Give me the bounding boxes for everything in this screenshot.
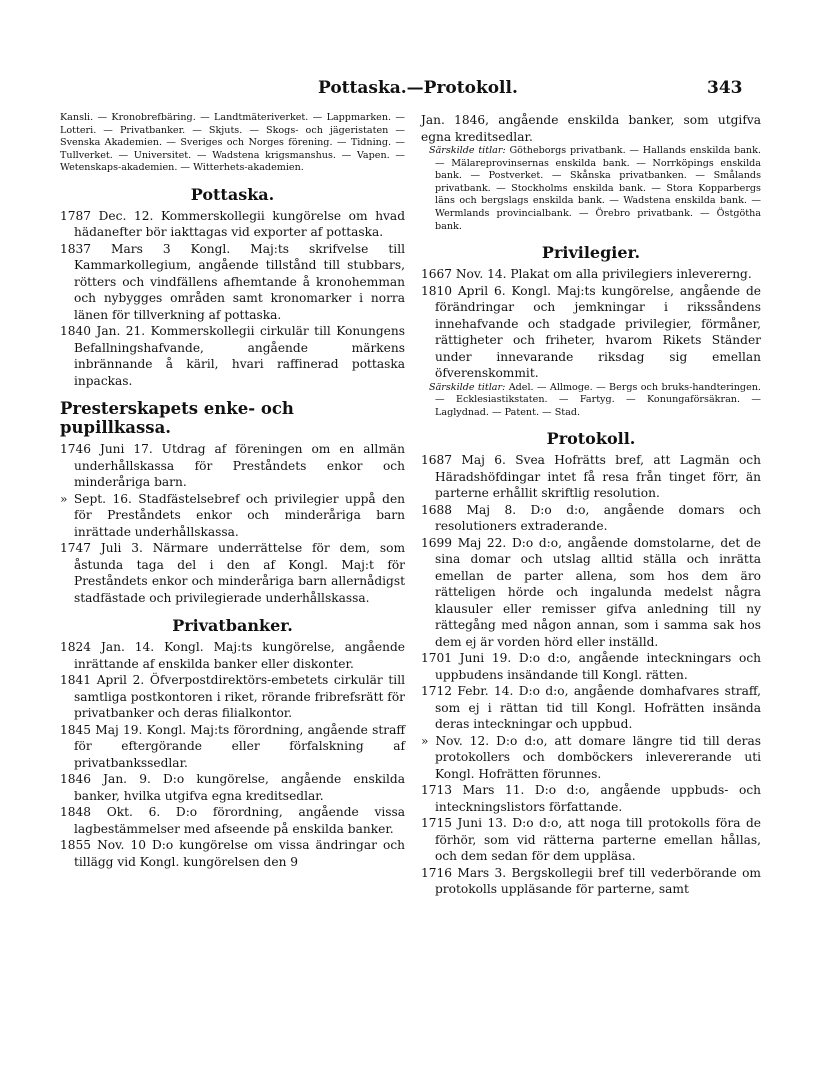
entry: 1699 Maj 22. D:o d:o, angående domstolarne, det de sina domar och utslag alltid ställa och inrätta emellan de parter allena, som hos dem äro rätteligen hörde och ingalunda medelst några klausuler eller remisser gifva anledning till ny rättegång med någon annan, som i samma sak hos dem ej är vorden hörd eller inställd. [421,535,761,649]
entry: 1848 Okt. 6. D:o förordning, angående vissa lagbestämmelser med afseende på enskilda banker. [60,805,405,836]
page-number: 343 [707,78,743,98]
left-column [60,112,405,870]
special-titles-label: Särskilde titlar: [429,145,506,156]
entry: 1715 Juni 13. D:o d:o, att noga till protokolls föra de förhör, som vid rätterna parterne emellan hållas, och dem sedan för dem uppläsa. [421,816,761,864]
section-heading-pottaska: Pottaska. [190,184,275,204]
entry: 1841 April 2. Öfverpostdirektörs-embetets cirkulär till samtliga postkontoren i riket, rörande fribrefsrätt för privatbanker och deras filialkontor. [60,673,405,721]
special-titles-label: Särskilde titlar: [429,381,506,393]
section-heading-privatbanker: Privatbanker. [172,616,293,636]
entry: 1712 Febr. 14. D:o d:o, angående domhafvares straff, som ej i rättan tid till Kongl. Hofrätten insända deras inteckningar och uppbud. [421,684,761,732]
entry: 1746 Juni 17. Utdrag af föreningen om en allmän underhållskassa för Preståndets enkor och minderåriga barn. [60,442,405,490]
special-titles [421,145,761,233]
running-title: Pottaska.—Protokoll. [318,78,518,98]
entry: 1701 Juni 19. D:o d:o, angående inteckningars och uppbudens insändande till Kongl. rätten. [421,651,761,682]
entry: 1713 Mars 11. D:o d:o, angående uppbuds- och inteckningslistors författande. [421,783,761,814]
entry: 1667 Nov. 14. Plakat om alla privilegiers inlevererng. [421,267,752,282]
special-titles-text: Adel. — Allmoge. — Bergs och bruks-handteringen. — Ecklesiastikstaten. — Fartyg. — Konungaförsäkran. — Laglydnad. — Patent. — Stad. [435,381,761,418]
special-titles [421,382,761,420]
page-header [0,78,840,104]
right-column [421,112,761,898]
entry: 1747 Juli 3. Närmare underrättelse för dem, som åstunda taga del i den af Kongl. Maj:t för Preståndets enkor och minderåriga barn allernådigst stadfästade och privilegierade underhållskassa. [60,541,405,605]
entry: 1846 Jan. 9. D:o kungörelse, angående enskilda banker, hvilka utgifva egna kreditsedlar. [60,772,405,803]
section-heading-presterskapets: Presterskapets enke- och pupillkassa. [60,399,294,438]
entry-continuation: Jan. 1846, angående enskilda banker, som utgifva egna kreditsedlar. [421,113,761,144]
entry: 1787 Dec. 12. Kommerskollegii kungörelse om hvad hädanefter bör iakttagas vid exporter af pottaska. [60,208,405,240]
continued-cross-references: Kansli. — Kronobrefbäring. — Landtmäteriverket. — Lappmarken. — Lotteri. — Privatbanker. — Skjuts. — Skogs- och jägeristaten — Svenska Akademien. — Sveriges och Norges förening. — Tidning. — Tullverket. — Universitet. — Wadstena krigsmanshus. — Vapen. — Wetenskaps-akademien. — Witterhets-akademien. [60,112,405,174]
entry: » Nov. 12. D:o d:o, att domare längre tid till deras protokollers och domböckers inlevererande uti Kongl. Hofrätten förunnes. [421,733,761,781]
entry: 1845 Maj 19. Kongl. Maj:ts förordning, angående straff för eftergörande eller förfalskning af privatbankssedlar. [60,722,405,770]
entry: 1688 Maj 8. D:o d:o, angående domars och resolutioners extraderande. [421,502,761,534]
entry: 1687 Maj 6. Svea Hofrätts bref, att Lagmän och Häradshöfdingar intet få resa från tinget förr, än parterne erhållit skriftlig resolution. [421,453,761,501]
entry: 1837 Mars 3 Kongl. Maj:ts skrifvelse till Kammarkollegium, angående tillstånd till stubbars, rötters och vindfällens afhemtande å kronohemman och nybygges områden samt kronomarker i norra länen för tillverkning af pottaska. [60,241,405,322]
entry: » Sept. 16. Stadfästelsebref och privilegier uppå den för Preståndets enkor och minderåriga barn inrättade underhållskassa. [60,491,405,539]
entry: 1840 Jan. 21. Kommerskollegii cirkulär till Konungens Befallningshafvande, angående märkens inbrännande å käril, hvari raffinerad pottaska inpackas. [60,324,405,388]
entry: 1810 April 6. Kongl. Maj:ts kungörelse, angående de förändringar och jemkningar i rikssåndens innehafvande och stadgade privilegier, förmåner, rättigheter och friheter, hvarom Rikets Ständer under innevarande riksdag sig emellan öfverenskommit. [421,283,761,381]
section-heading-protokoll: Protokoll. [546,429,636,449]
section-heading-privilegier: Privilegier. [541,243,641,263]
entry: 1824 Jan. 14. Kongl. Maj:ts kungörelse, angående inrättande af enskilda banker eller diskonter. [60,640,405,671]
entry: 1855 Nov. 10 D:o kungörelse om vissa ändringar och tillägg vid Kongl. kungörelsen den 9 [60,838,405,869]
special-titles-text: Götheborgs privatbank. — Hallands enskilda bank. — Mälareprovinsernas enskilda bank. — Norrköpings enskilda bank. — Postverket. — Skånska privatbanken. — Smålands privatbank. — Stockholms enskilda bank. — Stora Kopparbergs läns och bergslags enskilda bank. — Wadstena enskilda bank. — Wermlands provincialbank. — Örebro privatbank. — Östgötha bank. [435,145,761,232]
entry: 1716 Mars 3. Bergskollegii bref till vederbörande om protokolls uppläsande för parterne, samt [421,865,761,897]
